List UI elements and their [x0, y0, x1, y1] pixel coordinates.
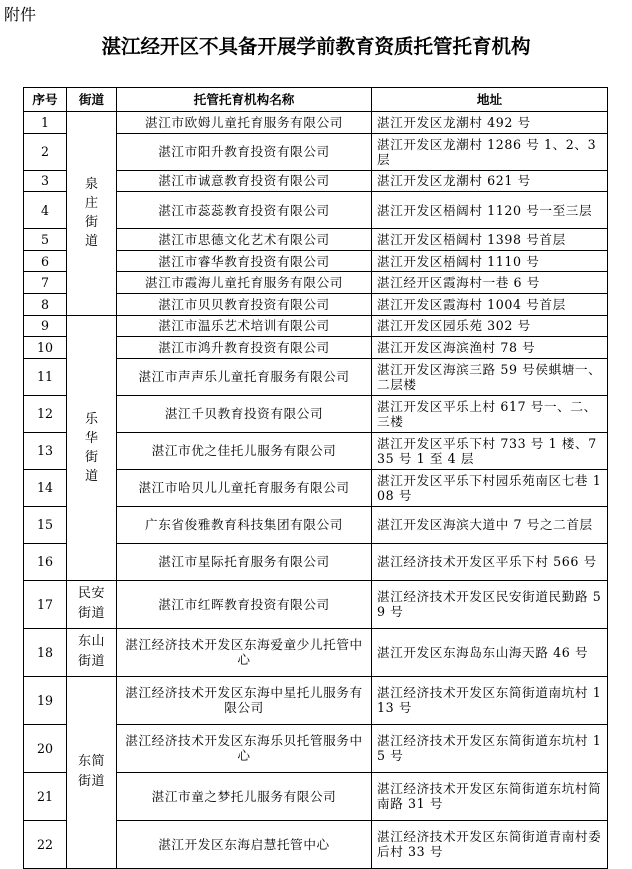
row-seq: 11 — [24, 358, 67, 395]
institution-table — [23, 87, 608, 869]
row-seq: 22 — [24, 820, 67, 868]
street-cell-dongjian — [67, 676, 117, 868]
row-seq: 20 — [24, 724, 67, 772]
row-seq: 12 — [24, 395, 67, 432]
street-cell-quanzhuang — [67, 112, 117, 316]
row-address: 湛江经济技术开发区东简街道东坑村简南路 31 号 — [372, 772, 608, 820]
row-address: 湛江开发区梧阔村 1398 号首层 — [372, 229, 608, 251]
attachment-label: 附件 — [4, 5, 37, 24]
row-address: 湛江经济技术开发区东简街道青南村委后村 33 号 — [372, 820, 608, 868]
street-label: 乐华街道 — [84, 411, 98, 484]
row-address: 湛江开发区梧阔村 1110 号 — [372, 250, 608, 272]
table-row — [24, 580, 608, 628]
row-name: 湛江市星际托育服务有限公司 — [117, 543, 372, 580]
row-seq: 4 — [24, 192, 67, 229]
row-name: 湛江开发区东海启慧托管中心 — [117, 820, 372, 868]
row-name: 湛江市睿华教育投资有限公司 — [117, 250, 372, 272]
row-seq: 5 — [24, 229, 67, 251]
row-name: 湛江市霞海儿童托育服务有限公司 — [117, 272, 372, 294]
row-address: 湛江经济技术开发区东简街道南坑村 113 号 — [372, 676, 608, 724]
row-name: 湛江市贝贝教育投资有限公司 — [117, 293, 372, 315]
row-seq: 19 — [24, 676, 67, 724]
row-address: 湛江经济技术开发区东简街道东坑村 15 号 — [372, 724, 608, 772]
street-label: 民安街道 — [77, 586, 105, 622]
table-row — [24, 112, 608, 134]
row-name: 湛江市温乐艺术培训有限公司 — [117, 315, 372, 337]
row-address: 湛江开发区海滨渔村 78 号 — [372, 337, 608, 359]
row-name: 湛江市童之梦托儿服务有限公司 — [117, 772, 372, 820]
row-name: 湛江市红晖教育投资有限公司 — [117, 580, 372, 628]
row-seq: 7 — [24, 272, 67, 294]
row-seq: 9 — [24, 315, 67, 337]
row-address: 湛江开发区平乐下村 733 号 1 楼、735 号 1 至 4 层 — [372, 432, 608, 469]
row-name: 湛江市哈贝儿儿童托育服务有限公司 — [117, 469, 372, 506]
row-address: 湛江经开区霞海村一巷 6 号 — [372, 272, 608, 294]
row-seq: 14 — [24, 469, 67, 506]
row-seq: 17 — [24, 580, 67, 628]
row-seq: 6 — [24, 250, 67, 272]
row-address: 湛江开发区东海岛东山海天路 46 号 — [372, 628, 608, 676]
row-address: 湛江开发区龙潮村 492 号 — [372, 112, 608, 134]
row-address: 湛江开发区霞海村 1004 号首层 — [372, 293, 608, 315]
row-seq: 3 — [24, 170, 67, 192]
row-seq: 18 — [24, 628, 67, 676]
row-name: 湛江市蕊蕊教育投资有限公司 — [117, 192, 372, 229]
page-title: 湛江经开区不具备开展学前教育资质托管托育机构 — [101, 35, 531, 58]
table-row — [24, 315, 608, 337]
row-name: 湛江市声声乐儿童托育服务有限公司 — [117, 358, 372, 395]
row-seq: 8 — [24, 293, 67, 315]
row-address: 湛江经济技术开发区民安街道民勤路 59 号 — [372, 580, 608, 628]
row-name: 湛江市欧姆儿童托育服务有限公司 — [117, 112, 372, 134]
street-cell-dongshan — [67, 628, 117, 676]
header-seq: 序号 — [24, 88, 67, 112]
table-row — [24, 676, 608, 724]
row-address: 湛江开发区龙潮村 1286 号 1、2、3 层 — [372, 133, 608, 170]
row-seq: 21 — [24, 772, 67, 820]
row-address: 湛江开发区梧阔村 1120 号一至三层 — [372, 192, 608, 229]
table-header-row — [24, 88, 608, 112]
row-seq: 16 — [24, 543, 67, 580]
row-name: 湛江市思德文化艺术有限公司 — [117, 229, 372, 251]
street-cell-minan — [67, 580, 117, 628]
header-street: 街道 — [67, 88, 117, 112]
header-name: 托管托育机构名称 — [117, 88, 372, 112]
row-address: 湛江开发区平乐下村园乐苑南区七巷 108 号 — [372, 469, 608, 506]
row-name: 湛江经济技术开发区东海乐贝托管服务中心 — [117, 724, 372, 772]
row-name: 湛江经济技术开发区东海爱童少儿托管中心 — [117, 628, 372, 676]
row-name: 湛江市诚意教育投资有限公司 — [117, 170, 372, 192]
row-seq: 2 — [24, 133, 67, 170]
street-label: 东简街道 — [77, 754, 105, 790]
row-name: 湛江千贝教育投资有限公司 — [117, 395, 372, 432]
row-seq: 10 — [24, 337, 67, 359]
row-name: 湛江市鸿升教育投资有限公司 — [117, 337, 372, 359]
row-name: 广东省俊雅教育科技集团有限公司 — [117, 506, 372, 543]
row-seq: 15 — [24, 506, 67, 543]
row-address: 湛江经济技术开发区平乐下村 566 号 — [372, 543, 608, 580]
row-address: 湛江开发区园乐苑 302 号 — [372, 315, 608, 337]
row-address: 湛江开发区海滨三路 59 号侯蜞塘一、二层楼 — [372, 358, 608, 395]
street-label: 泉庄街道 — [84, 177, 98, 250]
row-name: 湛江市阳升教育投资有限公司 — [117, 133, 372, 170]
row-name: 湛江经济技术开发区东海中星托儿服务有限公司 — [117, 676, 372, 724]
street-cell-lehua — [67, 315, 117, 580]
row-seq: 13 — [24, 432, 67, 469]
street-label: 东山街道 — [77, 634, 105, 670]
row-name: 湛江市优之佳托儿服务有限公司 — [117, 432, 372, 469]
row-seq: 1 — [24, 112, 67, 134]
row-address: 湛江开发区平乐上村 617 号一、二、三楼 — [372, 395, 608, 432]
row-address: 湛江开发区海滨大道中 7 号之二首层 — [372, 506, 608, 543]
header-address: 地址 — [372, 88, 608, 112]
row-address: 湛江开发区龙潮村 621 号 — [372, 170, 608, 192]
table-row — [24, 628, 608, 676]
